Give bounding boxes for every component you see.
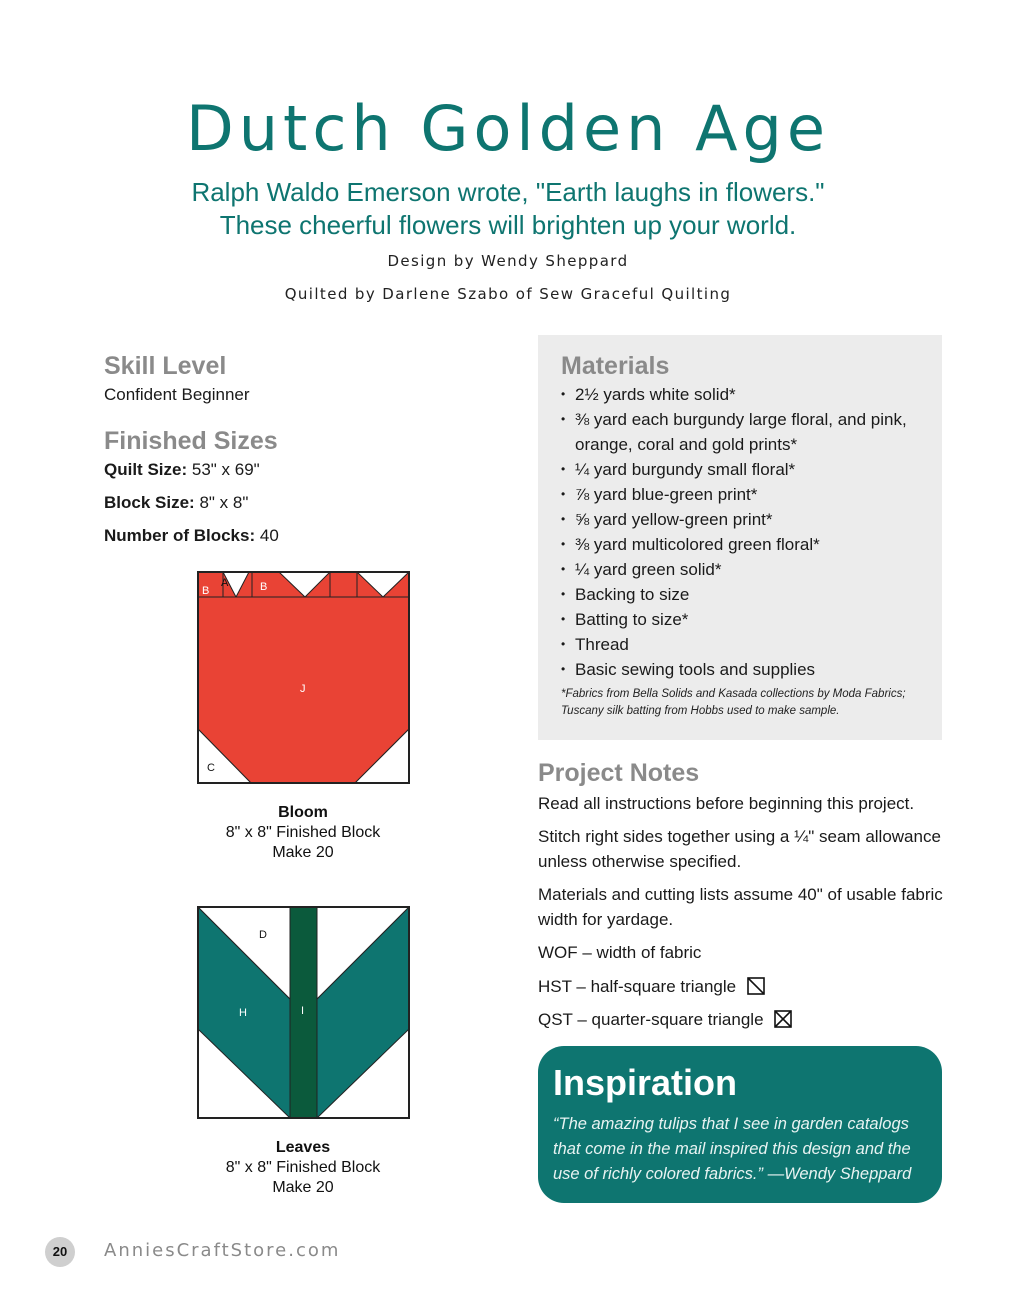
materials-heading: Materials [561, 352, 670, 380]
note-hst [538, 974, 948, 999]
project-notes-heading: Project Notes [538, 759, 700, 787]
bloom-label-c: C [207, 762, 215, 774]
note-read-instructions: Read all instructions before beginning this project. [538, 794, 915, 813]
bloom-caption-make: Make 20 [272, 844, 334, 861]
note-usable-fabric [538, 882, 948, 932]
inspiration-quote-line-2: that come in the mail inspired this design and the [553, 1140, 911, 1158]
subtitle-line-1: Ralph Waldo Emerson wrote, "Earth laughs in flowers." [191, 177, 825, 207]
materials-item-continuation: orange, coral and gold prints* [575, 435, 798, 454]
bloom-block-diagram [197, 571, 410, 784]
skill-level-value: Confident Beginner [104, 385, 250, 404]
bloom-label-a: A [221, 577, 229, 589]
inspiration-quote-line-3: use of richly colored fabrics.” —Wendy Sheppard [553, 1165, 912, 1183]
materials-item: • ⅜ yard each burgundy large floral, and pink, [561, 407, 931, 432]
leaves-caption-name: Leaves [275, 1139, 331, 1156]
note-fabric-line-1: Materials and cutting lists assume 40" of usable fabric [538, 885, 943, 904]
bloom-caption-name: Bloom [278, 804, 328, 821]
inspiration-quote [553, 1112, 938, 1187]
hst-icon [747, 977, 765, 995]
leaves-label-h: H [239, 1007, 247, 1019]
note-qst-text: QST – quarter-square triangle [538, 1010, 764, 1029]
qst-icon [774, 1010, 792, 1028]
materials-item: • Batting to size* [561, 607, 931, 632]
materials-item: • ¼ yard burgundy small floral* [561, 457, 931, 482]
bloom-label-b2: B [260, 581, 268, 593]
block-size [104, 493, 248, 513]
site-url[interactable]: AnniesCraftStore.com [104, 1240, 341, 1261]
materials-item: • ⅜ yard multicolored green floral* [561, 532, 931, 557]
materials-footnote-line-2: Tuscany silk batting from Hobbs used to make sample. [561, 705, 840, 717]
note-fabric-line-2: width for yardage. [538, 910, 674, 929]
materials-item: • 2½ yards white solid* [561, 382, 931, 407]
bloom-label-b1: B [202, 585, 210, 597]
leaves-caption [198, 1138, 408, 1198]
note-seam-line-2: unless otherwise specified. [538, 852, 742, 871]
materials-item: • ¼ yard green solid* [561, 557, 931, 582]
leaves-block-diagram [197, 906, 410, 1119]
materials-list [561, 382, 931, 682]
quilt-size [104, 460, 260, 480]
bloom-caption [198, 803, 408, 863]
number-of-blocks-value: 40 [259, 526, 279, 545]
materials-item: • Backing to size [561, 582, 931, 607]
subtitle [0, 176, 1016, 242]
materials-item: • ⅞ yard blue-green print* [561, 482, 931, 507]
quilt-size-label: Quilt Size: [104, 460, 188, 479]
note-seam-line-1: Stitch right sides together using a ¼" seam allowance [538, 827, 941, 846]
inspiration-heading: Inspiration [553, 1062, 738, 1103]
leaves-label-i: I [301, 1005, 305, 1017]
leaves-caption-make: Make 20 [272, 1179, 334, 1196]
number-of-blocks-label: Number of Blocks: [104, 526, 256, 545]
quilt-size-value: 53" x 69" [191, 460, 260, 479]
number-of-blocks [104, 526, 279, 546]
finished-sizes-heading: Finished Sizes [104, 427, 278, 455]
note-wof: WOF – width of fabric [538, 943, 702, 962]
subtitle-line-2: These cheerful flowers will brighten up your world. [219, 210, 797, 240]
block-size-value: 8" x 8" [199, 493, 249, 512]
bloom-label-j: J [300, 683, 306, 695]
leaves-caption-size: 8" x 8" Finished Block [225, 1159, 381, 1176]
note-qst [538, 1007, 948, 1032]
skill-level-heading: Skill Level [104, 352, 227, 380]
note-seam-allowance [538, 824, 948, 874]
page-number: 20 [45, 1237, 75, 1267]
materials-item: • ⅝ yard yellow-green print* [561, 507, 931, 532]
materials-footnote-line-1: *Fabrics from Bella Solids and Kasada collections by Moda Fabrics; [561, 688, 906, 700]
quilter-credit: Quilted by Darlene Szabo of Sew Graceful Quilting [284, 285, 732, 303]
inspiration-quote-line-1: “The amazing tulips that I see in garden catalogs [553, 1115, 909, 1133]
block-size-label: Block Size: [104, 493, 195, 512]
designer-credit: Design by Wendy Sheppard [387, 252, 629, 270]
materials-footnote [561, 686, 931, 720]
bloom-caption-size: 8" x 8" Finished Block [225, 824, 381, 841]
materials-item: • Thread [561, 632, 931, 657]
page-title: Dutch Golden Age [185, 92, 831, 165]
note-hst-text: HST – half-square triangle [538, 977, 737, 996]
materials-item: • Basic sewing tools and supplies [561, 657, 931, 682]
leaves-label-d: D [259, 929, 267, 941]
